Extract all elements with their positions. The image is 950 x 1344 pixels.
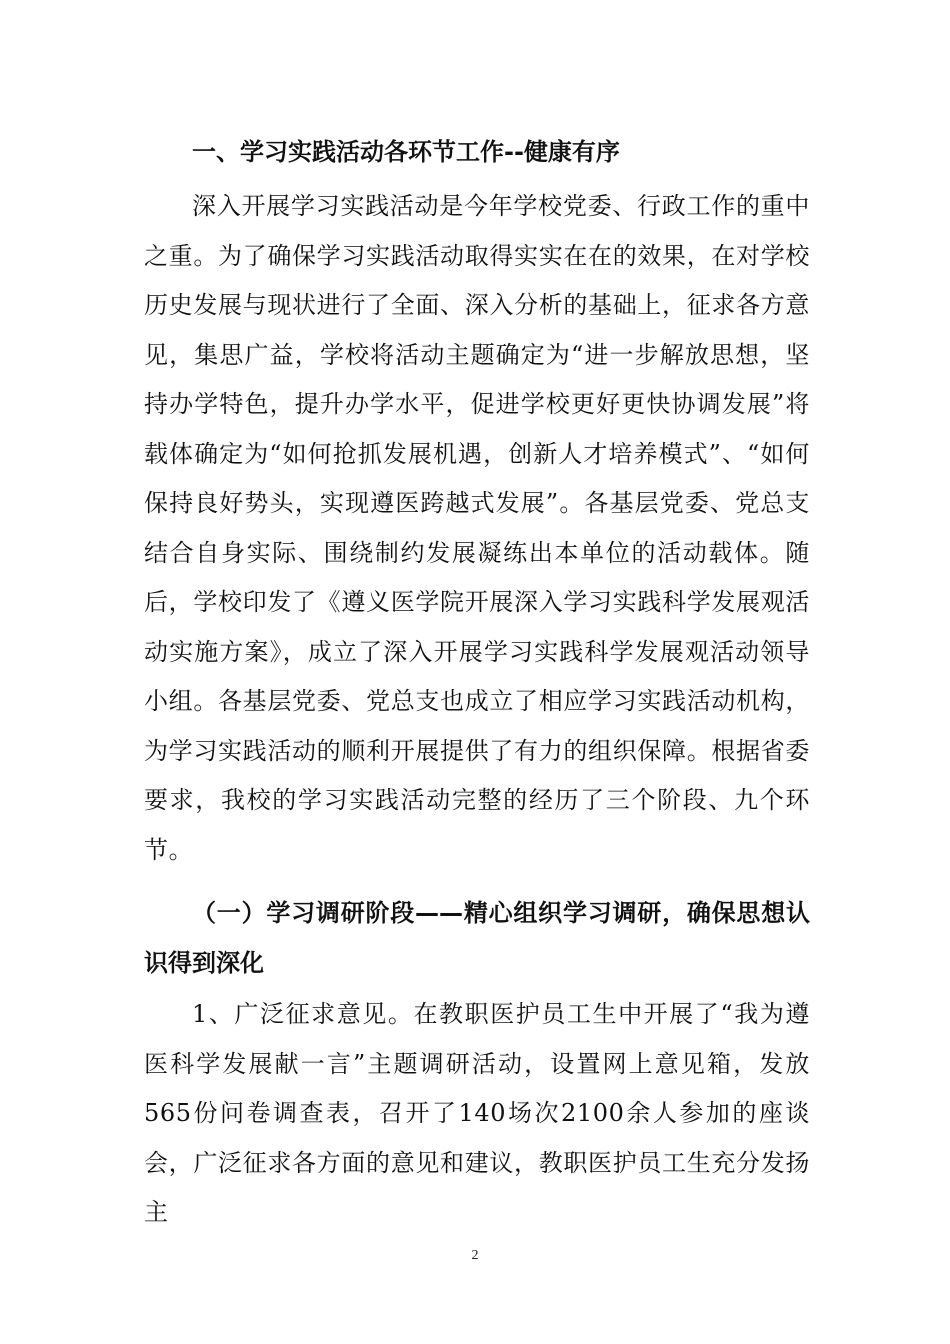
body-paragraph-2: 1、广泛征求意见。在教职医护员工生中开展了“我为遵医科学发展献一言”主题调研活动，设置网上意见箱，发放565份问卷调查表，召开了140场次2100余人参加的座谈会，广泛征求各方面的意见和建议，教职医护员工生充分发扬主 [144,1000,810,1226]
section-heading: 一、学习实践活动各环节工作--健康有序 [192,138,620,166]
body-paragraph-1: 深入开展学习实践活动是今年学校党委、行政工作的重中之重。为了确保学习实践活动取得实实在在的效果，在对学校历史发展与现状进行了全面、深入分析的基础上，征求各方意见，集思广益，学校将活动主题确定为“进一步解放思想，坚持办学特色，提升办学水平，促进学校更好更快协调发展”将载体确定为“如何抢抓发展机遇，创新人才培养模式”、“如何保持良好势头，实现遵医跨越式发展”。各基层党委、党总支结合自身实际、围绕制约发展凝练出本单位的活动载体。随后，学校印发了《遵义医学院开展深入学习实践科学发展观活动实施方案》，成立了深入开展学习实践科学发展观活动领导小组。各基层党委、党总支也成立了相应学习实践活动机构，为学习实践活动的顺利开展提供了有力的组织保障。根据省委要求，我校的学习实践活动完整的经历了三个阶段、九个环节。 [144,192,810,864]
page-number: 2 [471,1248,479,1263]
document-body [144,130,810,1238]
subsection-heading: （一）学习调研阶段——精心组织学习调研，确保思想认识得到深化 [144,899,810,977]
